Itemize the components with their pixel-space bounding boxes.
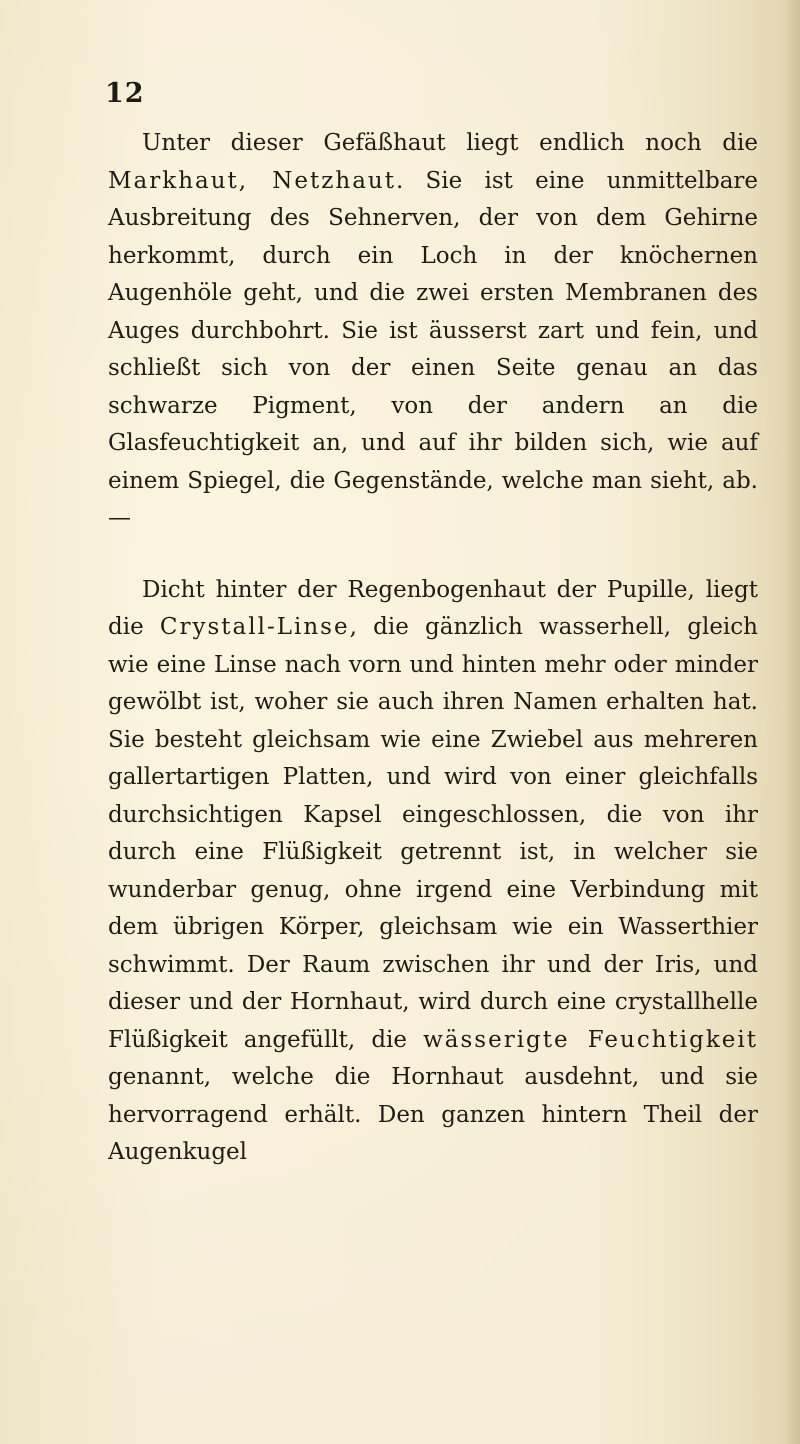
page-edge-shadow <box>782 0 800 1444</box>
text-segment: . Sie ist eine unmittelbare Ausbreitung des Sehnerven, der von dem Gehirne herkommt, durch ein Loch in der knöchernen Augenhöle geht, und die zwei ersten Membranen des Auges durchbohrt. Sie ist äusserst zart und fein, und schließt sich von der einen Seite genau an das schwarze Pigment, von der andern an die Glasfeuchtigkeit an, und auf ihr bilden sich, wie auf einem Spiegel, die Gegenstände, welche man sieht, ab. — <box>108 167 759 531</box>
spaced-term: Markhaut, Netzhaut <box>108 167 396 194</box>
paragraph-crystall-linse <box>108 572 758 1172</box>
text-segment: genannt, welche die Hornhaut ausdehnt, und sie hervorragend erhält. Den ganzen hintern Theil der Augenkugel <box>108 1064 758 1165</box>
paragraph-netzhaut <box>108 125 758 538</box>
text-segment: Unter dieser Gefäßhaut liegt endlich noch die <box>142 130 758 156</box>
spaced-term: Crystall-Linse <box>159 614 350 640</box>
body-text <box>108 125 758 1172</box>
spaced-term: wässerigte Feuchtigkeit <box>423 1026 758 1053</box>
text-segment: , die gänzlich wasserhell, gleich wie eine Linse nach vorn und hinten mehr oder minder gewölbt ist, woher sie auch ihren Namen erhalten hat. Sie besteht gleichsam wie eine Zwiebel aus mehreren gallertartigen Platten, und wird von einer gleichfalls durchsichtigen Kapsel eingeschlossen, die von ihr durch eine Flüßigkeit getrennt ist, in welcher sie wunderbar genug, ohne irgend eine Verbindung mit dem übrigen Körper, gleichsam wie ein Wasserthier schwimmt. Der Raum zwischen ihr und der Iris, und dieser und der Hornhaut, wird durch eine crystallhelle Flüßigkeit angefüllt, die <box>108 614 758 1053</box>
page-number: 12 <box>105 78 145 109</box>
text-segment: Dicht hinter der Regenbogenhaut der Pupille, liegt die <box>108 576 758 640</box>
